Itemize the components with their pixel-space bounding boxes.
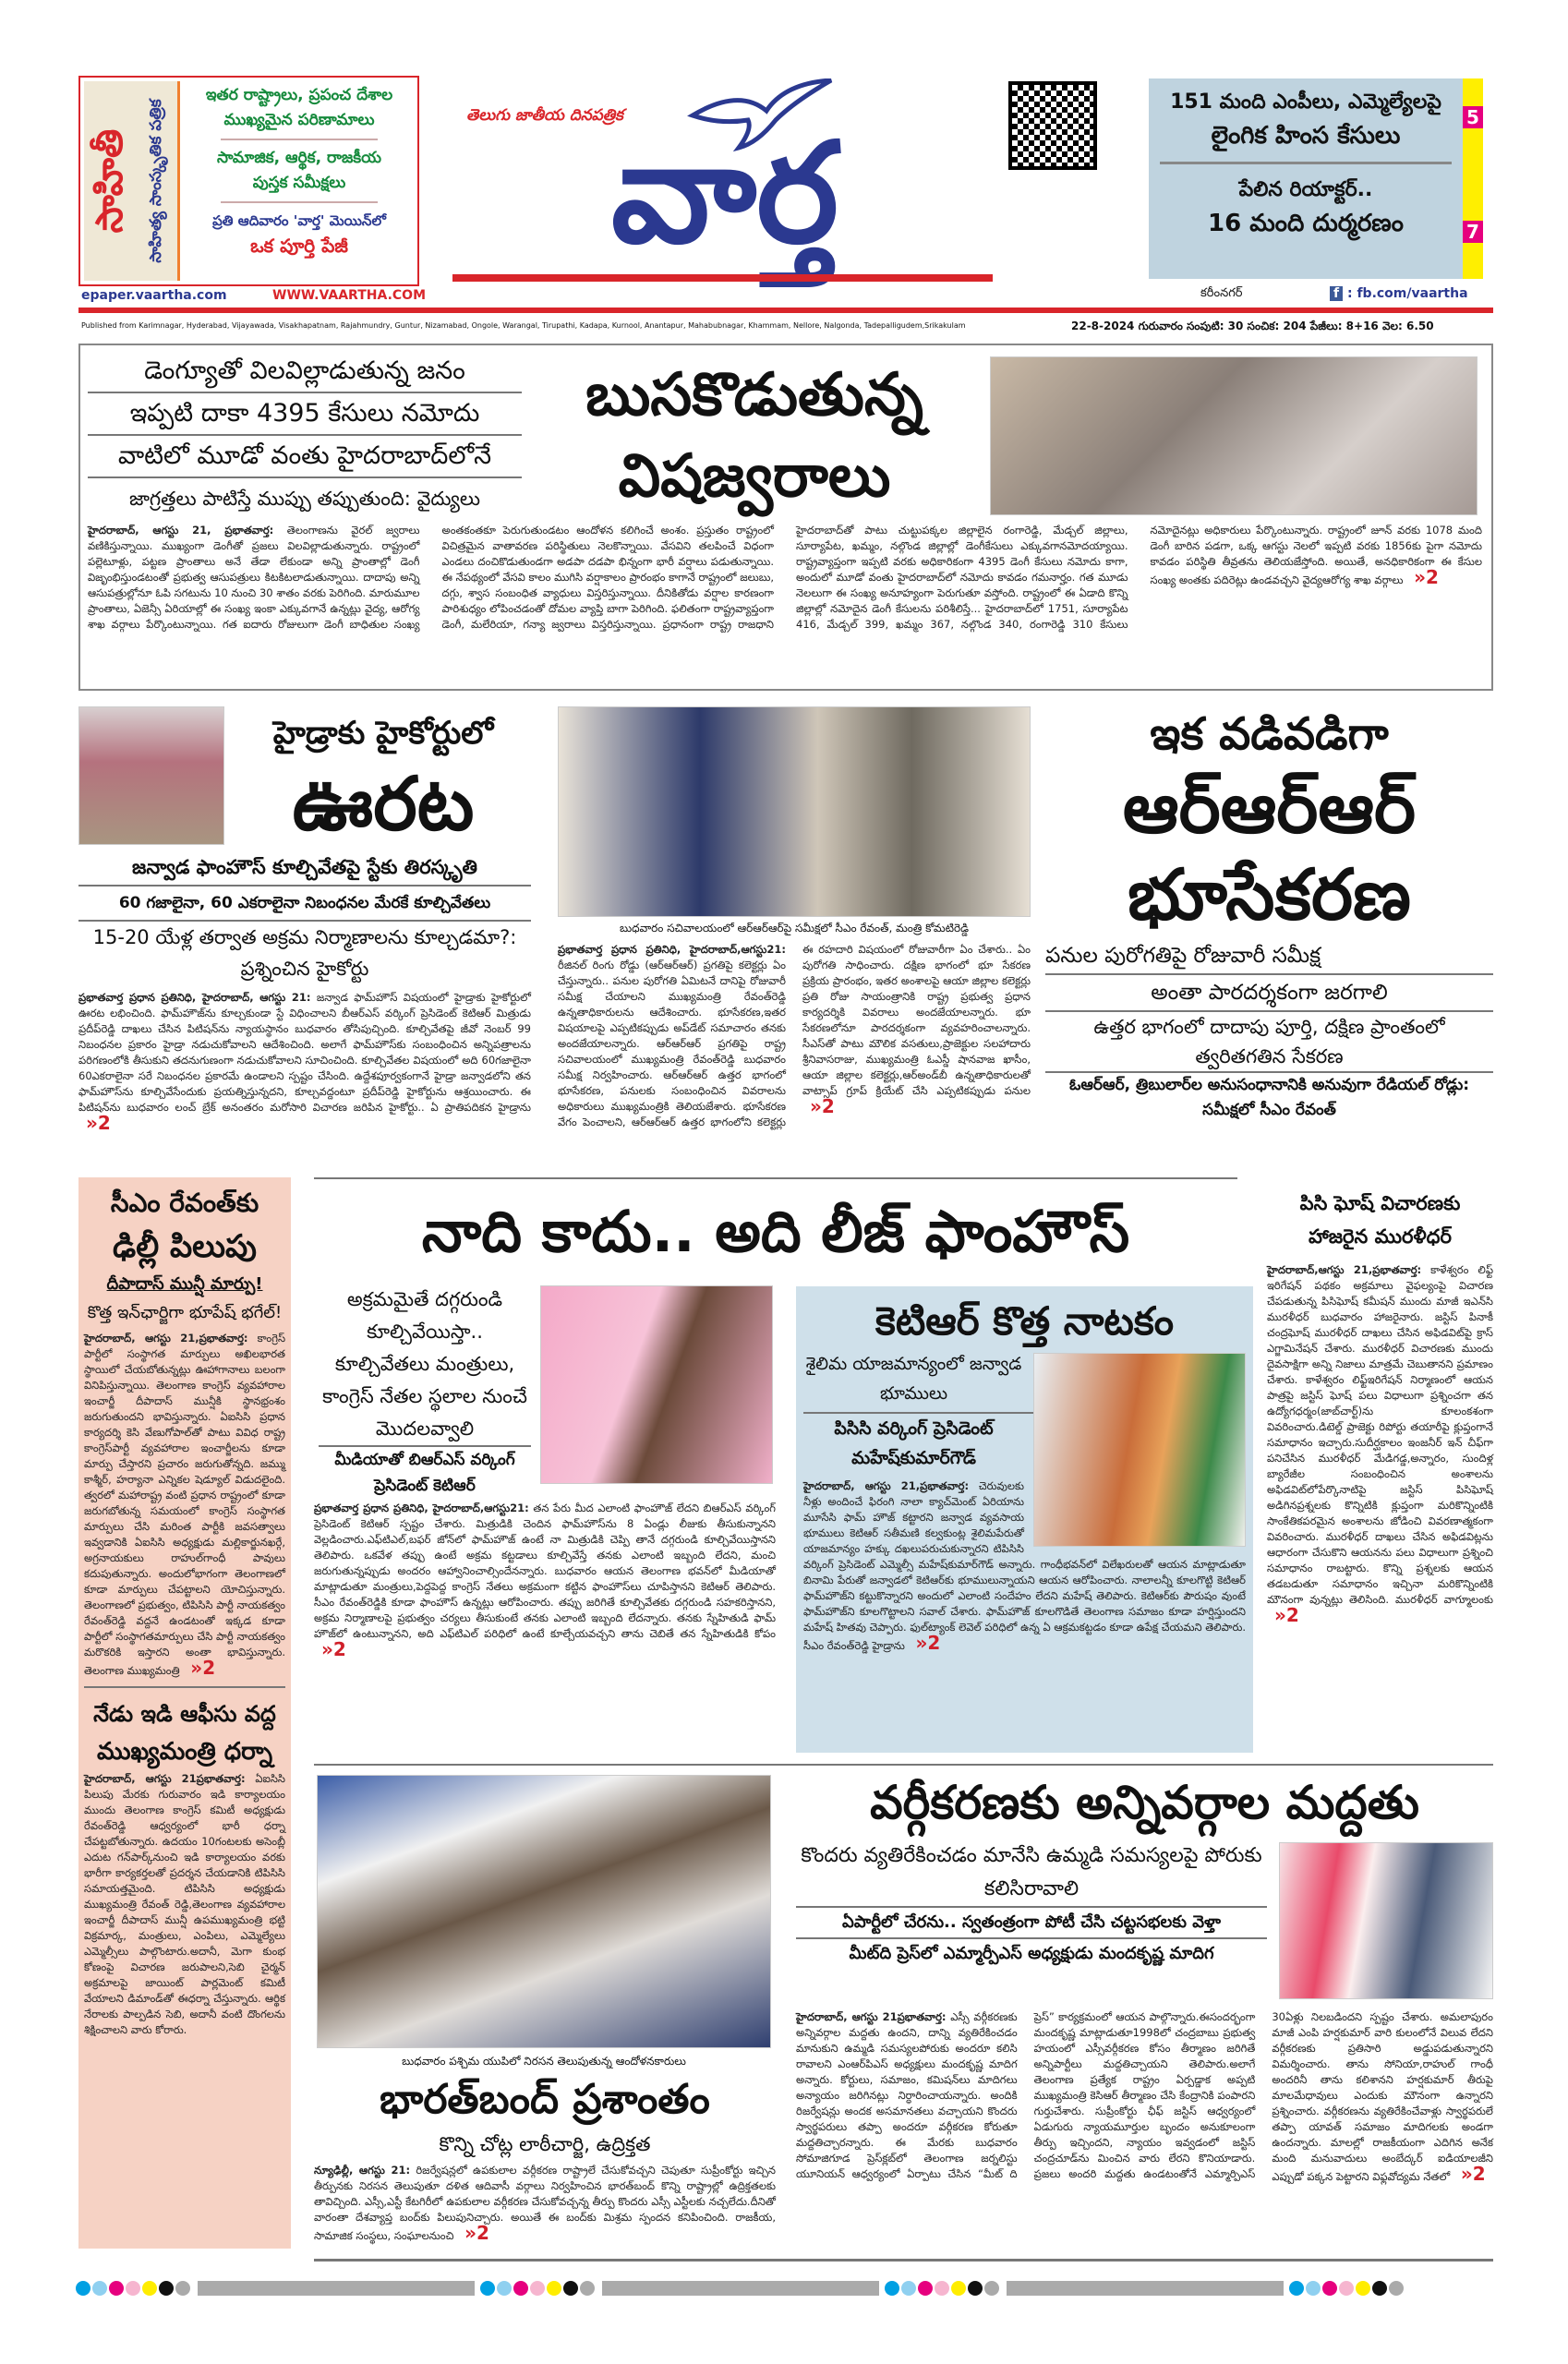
- story-dateline: హైదరాబాద్, ఆగస్టు 21, ప్రభాతవార్త:: [88, 524, 274, 537]
- subhead: ఏపార్టీలో చేరను.. స్వతంత్రంగా పోటీ చేసి చట్టసభలకు వెళ్తా: [796, 1908, 1267, 1939]
- headline: భూసేకరణ: [1128, 853, 1411, 935]
- website-link[interactable]: WWW.VAARTHA.COM: [272, 288, 426, 303]
- subhead: అంతా పారదర్శకంగా జరగాలి: [1045, 975, 1493, 1012]
- hospital-photo[interactable]: [990, 356, 1478, 515]
- kicker: హైడ్రాకు హైకోర్టులో: [272, 715, 494, 752]
- subhead: కొత్త ఇన్‌ఛార్జిగా భూపేష్ భగేల్!: [87, 1303, 283, 1322]
- story-body: ఫలితంగా రాష్ట్రవ్యాప్తంగా డెంగీ, మలేరియా, గన్యా జ్వరాలు విస్తరిస్తున్నాయి. ప్రధానంగా రాష్ట్ర రాజధాని హైదరాబాద్‌తో పాటు చుట్టుపక్కల జిల్లాలైన రంగారెడ్డి, మేడ్చల్ జిల్లాలు, సూర్యాపేట, ఖమ్మం, నల్గొండ జిల్లాల్లో డెంగీకేసులు ఎక్కువగానమోదయ్యాయి. రాష్ట్రవ్యాప్తంగా ఇప్పటి వరకు అధికారికంగా 4395 డెంగీ కేసులు నమోదు కాగా, అందులో మూడో వంతు హైదరాబాద్‌లో నమోదు కావడం గమనార్హం. గత మూడు నెలలుగా ఈ సంఖ్య అనూహ్యంగా పెరుగుతూ వస్తోంది. రాష్ట్రంలో ఈ: [441, 524, 1128, 631]
- headline: ఆర్ఆర్ఆర్: [1122, 766, 1417, 849]
- rrr-review-photo[interactable]: [558, 706, 1031, 917]
- subhead: ఇప్పటి దాకా 4395 కేసులు నమోదు: [88, 393, 522, 436]
- ktr-photo[interactable]: [540, 1285, 773, 1484]
- qr-code[interactable]: [1008, 81, 1097, 170]
- photo-caption: బుధవారం పశ్చిమ యుపిలో నిరసన తెలుపుతున్న ఆందోళనకారులు: [402, 2055, 686, 2068]
- main-headline: బుసకొడుతున్న: [585, 361, 923, 429]
- facebook-url: fb.com/vaartha: [1357, 286, 1468, 301]
- attribution: మీడియాతో బిఆర్ఎస్ వర్కింగ్ ప్రెసిడెంట్ కెటిఆర్: [334, 1451, 515, 1495]
- story-body: ఎస్సీ వర్గీకరణకు అన్నివర్గాల మద్దతు ఉందని, దాన్ని వ్యతిరేకించడం మానుకుని ఉమ్మడి సమస్యలపోరుకు అందరూ కలిసి రావాలని ఎంఆర్‌పిఎస్ అధ్యక్షులు మందకృష్ణ మాదిగ అన్నారు. కోర్టులు, సమాజం, కమిషన్‌లు మాదిగలు అన్యాయం జరిగినట్లు నిర్ధారించాయన్నారు. అందికి రిజర్వేషన్లు అందక అసమానతలు వచ్చాయని కొందరు స్వార్థపరులు తప్పా అందరూ వర్గీకరణ కోరుతూ మద్దతిచ్చారన్నారు. ఈ మేరకు బుధవారం సోమాజిగూడ ప్రెస్‌క్లబ్‌లో తెలంగాణ జర్నలిస్టు యూనియన్ ఆధ్వర్యంలో ఏర్పాటు చేసిన “మీట్ ది ప్రెస్” కార్యక్రమంలో ఆయన పాల్గొన్నారు.ఈసందర్భంగా మందకృష్ణ మాట్లాడుతూ1998లో చంద్రబాబు ప్రభుత్వ హయంలో ఎస్సీవర్గీకరణ కోసం తీర్మాణం జరిగితే అన్నిపార్టీలు మద్దతిచ్చాయని తెలిపారు.అలాగే తెలంగాణ ప్రత్యేక రాష్ట్రం ఏర్పడ్డాక అప్పటి ముఖ్యమంత్రి కెసిఆర్ తీర్మాణం చేసి కేంద్రానికి పంపారని గుర్తుచేశారు. సుప్రీంకోర్టు ఛీఫ్ జస్టిస్ ఆధ్వర్యంలో ఏడుగురు న్యాయమూర్తుల బృందం: [796, 2010, 1256, 2180]
- subhead: ఓఆర్ఆర్, త్రిబులార్‌ల అనుసంధానానికి అనువుగా రేడియల్ రోడ్లు: సమీక్షలో సీఎం రేవంత్: [1068, 1076, 1470, 1119]
- main-headline: నాది కాదు.. అది లీజ్ ఫాంహౌస్: [421, 1198, 1130, 1265]
- supplement-subtitle: సాహిత్య సాంస్కృతిక పత్రిక: [147, 99, 165, 263]
- mahesh-kumar-goud-photo[interactable]: [1033, 1353, 1246, 1547]
- teaser-page-number[interactable]: 5: [1463, 106, 1483, 128]
- headline: నేడు ఇడి ఆఫీసు వద్ద: [93, 1701, 276, 1727]
- continued-link[interactable]: »2: [321, 1638, 346, 1660]
- headline: పిసి ఘోష్ విచారణకు: [1299, 1192, 1461, 1214]
- subhead: పిసిసి వర్కింగ్ ప్రెసిడెంట్ మహేష్‌కుమార్‌గౌడ్: [834, 1418, 994, 1468]
- story-dateline: ప్రభాతవార్త ప్రధాన ప్రతినిధి, హైదరాబాద్,ఆగస్టు21:: [314, 1502, 529, 1514]
- bharat-bandh-photo[interactable]: [317, 1775, 771, 2048]
- subhead: కొన్ని చోట్ల లాఠీచార్జి, ఉద్రిక్తత: [439, 2133, 651, 2155]
- supplement-ad-box[interactable]: [78, 76, 419, 286]
- logo[interactable]: [452, 78, 1007, 291]
- teaser-page-strip: [1463, 78, 1483, 279]
- quote: అక్రమమైతే దగ్గరుండి కూల్చివేయిస్తా..: [346, 1288, 503, 1343]
- dengue-story: [78, 344, 1493, 691]
- subhead: 60 గజాలైనా, 60 ఎకరాలైనా నిబంధనల మేరకే కూల్చివేతలు: [78, 886, 531, 922]
- kicker: ఇక వడివడిగా: [1150, 708, 1389, 760]
- continued-link[interactable]: »2: [1460, 2163, 1486, 2185]
- quote: కూల్చివేతలు మంత్రులు, కాంగ్రెస్ నేతల స్థలాల నుంచే మొదలవ్వాలి: [319, 1348, 531, 1447]
- ad-line: పుస్తక సమీక్షలు: [252, 174, 346, 192]
- tagline: తెలుగు జాతీయ దినపత్రిక: [466, 106, 623, 125]
- high-court-photo[interactable]: [78, 706, 224, 845]
- story-dateline: హైదరాబాద్,ఆగస్టు 21,ప్రభాతవార్త:: [1267, 1263, 1422, 1276]
- ad-highlight: ఒక పూర్తి పేజీ: [250, 235, 348, 257]
- story-dateline: హైదరాబాద్, ఆగస్టు 21ప్రభాతవార్త:: [84, 1772, 246, 1785]
- color-registration-bar: [76, 2281, 1498, 2299]
- subhead: జన్వాడ ఫాంహౌస్ కూల్చివేతపై స్టేకు తిరస్కృతి: [78, 850, 531, 886]
- continued-link[interactable]: »2: [810, 1095, 835, 1117]
- edition-label: కరీంనగర్: [1200, 286, 1243, 300]
- headline: భారత్‌బంద్ ప్రశాంతం: [380, 2076, 710, 2123]
- ad-line: ప్రతి ఆదివారం 'వార్త' మెయిన్‌లో: [212, 212, 386, 229]
- story-body: కాళేశ్వరం లిఫ్ట్ ఇరిగేషన్ పథకం అక్రమాలు వైఫల్యంపై విచారణ చేపడుతున్న పిసిఘోష్ కమీషన్ ముందు మాజీ ఇఎన్‌సి మురళీధర్ బుధవారం హాజరైనారు. జస్టిస్ పినాకీ చంద్రఘోష్ మురళీధర్ దాఖలు చేసిన అఫిడవిట్‌పై క్రాస్ ఎగ్జామినేషన్ చేశారు. మురళీధర్ విచారణకు ముందు దైవసాక్షిగా అన్ని నిజాలు మాత్రమే చెబుతానని ప్రమాణం చేశారు. కాళేశ్వరం లిఫ్ట్‌ఇరిగేషన్ నిర్మాణంలో ఆయన పాత్రపై జస్టిస్ ఘోష్ పలు విధాలుగా ప్రశ్నించగా తన ఉద్యోగధర్మం(జాబ్‌చార్ట్)ను కూలంకశంగా వివరించారు.డిటెల్డ్ ప్రాజెక్టు రిపోర్టు తయారీపై క్లుప్తంగానే సమాధానం ఇచ్చారు.సుదీర్ఘకాలం ఇంజనీర్ ఇన్ చీఫ్‌గా పనిచేసిన మురళీధర్ మేడిగడ్డ,అన్నారం, సుందిళ్ల బ్యారేజీల సంబంధించిన అంశాలను అఫిడవిట్‌లోపేర్కొనాటిపై జస్టిస్ పిసిఘోష్ అడిగినప్రశ్నలకు కొన్నిటికి క్లుప్తంగా మరికొన్నింటికి సాంకేతికపరమైన అంశాలను జోడించి వివరణాత్మకంగా వివరించారు. మురళీధర్ దాఖలు చేసిన అఫిడవిట్లను ఆధారంగా చేసుకొని ఆయనను పలు విధాలుగా ప్రశ్నించి సమాధానం రాబట్టారు. కొన్ని ప్రశ్నలకు ఆయన తడబడుతూ సమాధానం ఇచ్చినా మరికొన్నింటికి మౌనంగా వున్నట్లు తెలిసింది. మురళీధర్ వాగ్మూలంకు: [1267, 1263, 1493, 1606]
- facebook-icon: f: [1330, 286, 1343, 301]
- subhead: ఉత్తర భాగంలో దాదాపు పూర్తి, దక్షిణ ప్రాంతంలో త్వరితగతిన సేకరణ: [1045, 1012, 1493, 1073]
- story-dateline: ప్రభాతవార్త ప్రధాన ప్రతినిధి, హైదరాబాద్,ఆగస్టు21:: [558, 943, 786, 956]
- continued-link[interactable]: »2: [915, 1632, 941, 1654]
- published-from: Published from Karimnagar, Hyderabad, Vijayawada, Visakhapatnam, Rajahmundry, Guntur, Nizamabad, Ongole, Warangal, Tirupathi, Kadapa, Kurnool, Anantapur, Mahabubnagar, Khammam, Nellore, Nalgonda, Tadepalligudem,Srikakulam: [81, 321, 966, 330]
- story-body: ఏఐసిసి పిలుపు మేరకు గురువారం ఇడి కార్యాలయం ముందు తెలంగాణ కాంగ్రెస్ కమిటీ అధ్యక్షుడు రేవంత్‌రెడ్డి ఆధ్వర్యంలో భారీ ధర్నా చేపట్టబోతున్నారు. ఉదయం 10గంటలకు అసెంబ్లీ ఎదుట గన్‌పార్క్‌నుంచి ఇడి కార్యాలయం వరకు భారీగా కార్యకర్తలతో ప్రదర్శన చేయడానికి టిపిసిసి సమాయత్తమైంది. టిపిసిసి అధ్యక్షుడు ముఖ్యమంత్రి రేవంత్ రెడ్డి,తెలంగాణ వ్యవహారాల ఇంచార్జీ దీపాదాస్ మున్షీ ఉపముఖ్యమంత్రి భట్టి విక్రమార్క, మంత్రులు, ఎంపిలు, ఎమ్మెల్యేలు ఎమ్మెల్సీలు పాల్గొంటారు.అదానీ, మెగా కుంభ కోణంపై విచారణ జరుపాలని,సెబి చైర్మన్ అక్రమాలపై జాయింట్ పార్లమెంట్ కమిటీ వేయాలని డిమాండ్‌తో ఈధర్నా చేస్తున్నారు. ఆర్థిక నేరాలకు పాల్పడిన సెబి, అదానీ వంటి దొంగలను శిక్షించాలని వారు కోరారు.: [84, 1772, 285, 2036]
- pcc-box: [796, 1286, 1253, 1753]
- masthead-red-rule: [78, 308, 1493, 313]
- subhead: 15-20 యేళ్ల తర్వాత అక్రమ నిర్మాణాలను కూల్చడమా?: ప్రశ్నించిన హైకోర్టు: [92, 926, 517, 980]
- headline: కెటిఆర్ కొత్త నాటకం: [874, 1298, 1175, 1344]
- teaser-line: 151 మంది ఎంపీలు, ఎమ్మెల్యేలపై: [1170, 90, 1441, 114]
- subhead: వాటిలో మూడో వంతు హైదరాబాద్‌లోనే: [88, 436, 522, 478]
- subhead: దీపాదాస్ మున్షీ మార్పు!: [106, 1274, 263, 1294]
- headline: వర్గీకరణకు అన్నివర్గాల మద్దతు: [870, 1776, 1419, 1829]
- teaser-page-number[interactable]: 7: [1463, 221, 1483, 243]
- manda-krishna-photo[interactable]: [1279, 1842, 1493, 1999]
- dateline-issue: 22-8-2024 గురువారం సంపుటి: 30 సంచిక: 204 పేజీలు: 8+16 వెల: 6.50: [1071, 320, 1434, 332]
- story-body: జన్వాడ ఫామ్‌హౌస్ విషయంలో హైడ్రాకు హైకోర్టులో ఊరట లభించింది. ఫామ్‌హౌజ్‌ను కూల్చకుండా స్టే విధించాలని బీఆర్ఎస్ వర్కింగ్ ప్రెసిడెంట్ కెటిఆర్ మిత్రుడు ప్రదీప్‌రెడ్డి దాఖలు చేసిన పిటిషన్‌ను న్యాయస్థానం బుధవారం తోసిపుచ్చింది. కూల్చివేతపై జీవో నెంబర్ 99 నిబంధనల ప్రకారం హైడ్రా నడుచుకోవాలని ఆదేశించింది. అలాగే ఫామ్‌హౌస్‌కు సంబంధించిన అన్నిపత్రాలను పరిగణంలోకి తీసుకుని తదనుగుణంగా నడుచుకోవాలని సూచించింది. కూల్చివేతల విషయంలో అది 60గజాలైనా 60ఎకరాలైనా సరే నిబంధనల ప్రకారమే ఉండాలని స్పష్టం చేసింది. ఉద్దేశపూర్వకంగానే హైడ్రా జన్వాడలోని తన ఫామ్‌హౌస్‌ను కూల్చివేసేందుకు ప్రయత్నిస్తున్నదని, కూల్చవద్దంటూ ప్రదీప్‌రెడ్డి హైకోర్టును ఆశ్రయించారు. ఈ పిటిషన్‌ను బుధవారం లంచ్ బ్రేక్ అనంతరం మరోసారి విచారణ జరిపిన హైకోర్టు.. ఏ ప్రాతిపదికన హైడ్రాను: [78, 991, 531, 1114]
- story-body: కాంగ్రెస్ పార్టీలో సంస్థాగత మార్పులు అఖిలభారత స్థాయిలో చేయబోతున్నట్లు ఊహాగానాలు బలంగా వినిపిస్తున్నాయి. తెలంగాణ కాంగ్రెస్ వ్యవహారాల ఇంచార్జీ దీపాదాస్ మున్షీకి స్థానభ్రంశం జరుగుతుందని భావిస్తున్నారు. ఏఐసిసి ప్రధాన కార్యదర్శి కెసి వేణుగోపాల్‌తో పాటు వివిధ రాష్ట్ర కాంగ్రెస్‌పార్టీ వ్యవహారాల ఇంచార్జీలను కూడా మార్పు చేస్తారని ప్రచారం జరుగుతోన్నది. జమ్ము కాశ్మీర్, హర్యానా ఎన్నికల షెడ్యూల్ విడుదలైంది. త్వరలో మహారాష్ట్ర వంటి ప్రధాన రాష్ట్రంలో కూడా జరుగబోతున్న సమయంలో కాంగ్రెస్ సంస్థాగత మార్పులు చేసి మరింత పార్టీకి జవసత్వాలు ఇవ్వడానికి ఏఐసిసి అధ్యక్షుడు మల్లికార్జునఖర్గే, అగ్రనాయకులు రాహుల్‌గాంధీ పావులు కదుపుతున్నారు. అందులోభాగంగా తెలంగాణలో కూడా మార్పులు చేపట్టాలని యోచిస్తున్నారు. తెలంగాణలో ప్రభుత్వం, టిపిసిసి పార్టీ నాయకత్వం రేవంత్‌రెడ్డి వద్దనే ఉండటంతో ఇక్కడ కూడా పార్టీలో సంస్థాగతమార్పులు చేసి పార్టీ నాయకత్వం మరొకరికి ఇస్తారని అంతా భావిస్తున్నారు. తెలంగాణ ముఖ్యమంత్రి: [84, 1332, 286, 1677]
- story-body: రిజర్వేషన్లలో ఉపకులాల వర్గీకరణ రాష్ట్రాలే చేసుకోవచ్చని చెపుతూ సుప్రీంకోర్టు ఇచ్చిన తీర్పునకు నిరసన తెలుపుతూ దళిత ఆదివాసీ వర్గాలు నిర్వహించిన భారత్‌బంద్ కొన్ని రాష్ట్రాల్లో ఉద్రిక్తతలకు తావిచ్చింది. ఎస్సీ,ఎస్టీ కేటగిరీలో ఉపకులాల వర్గీకరణ చేసుకోవచ్చన్న తీర్పు కొందరు ఎస్సీ ఎస్టీలకు నచ్చలేదు.దీనితో వారంతా దేశవ్యాప్త బంద్‌కు పిలుపునిచ్చారు. అయితే ఈ బంద్‌కు మిశ్రమ స్పందన కనిపించింది. రాజకీయ, సామాజిక సంస్థలు, సంఘాలనుంచి: [314, 2164, 777, 2242]
- teaser-line: లైంగిక హింస కేసులు: [1211, 122, 1401, 150]
- supplement-title: సాహితీ: [89, 128, 131, 234]
- subhead: శైలిమ యాజమాన్యంలో జన్వాడ భూములు: [803, 1349, 1246, 1414]
- main-headline: విషజ్వరాలు: [618, 442, 891, 511]
- ad-line: సామాజిక, ఆర్థిక, రాజకీయ: [216, 149, 382, 167]
- story-body: ఉత్తర భాగంలోని కలెక్టర్లు ఈ రహదారి విషయంలో రోజువారీగా ఏం చేశారు.. ఏం పురోగతి సాధించారు. దక్షిణ భాగంలో భూ సేకరణ ప్రక్రియ ప్రారంభం, ఇతర అంశాలపై ఆయా జిల్లాల కలెక్టర్లు ప్రతి రోజు సాయంత్రానికి రాష్ట్ర ప్రభుత్వ ప్రధాన కార్యదర్శికి వివరాలు అందజేయాలన్నారు. భూ సేకరణలోనూ పారదర్శకంగా వ్యవహరించాలన్నారు. సీఎస్‌తో పాటు మౌలిక వసతులు,ప్రాజెక్టుల సలహాదారు శ్రీనివాసరాజు, ముఖ్యమంత్రి ఓఎస్డీ షానవాజ ఖాసీం, ఆయా జిల్లాల కలెక్టర్లు,ఆర్అండ్‌బీ ఉన్నతాధికారులతో వాట్సాప్ గ్రూప్ క్రియేట్ చేసి ఎప్పటికప్పుడు పనుల: [681, 943, 1031, 1128]
- subhead: జాగ్రత్తలు పాటిస్తే ముప్పు తప్పుతుంది: వైద్యులు: [128, 488, 481, 510]
- story-body: చెరువులకు నీళ్లు అందించే ఫిరంగి నాలా క్యాచ్‌మెంట్ ఏరియాను మూసేసి ఫామ్ హౌజ్ కట్టారని జన్వాడ వ్యవసాయ భూములు కెటిఆర్ సతీమణి కల్వకుంట్ల శైలిమపేరుతో యాజమాన్యం హక్కు దఖలుపరుచుకున్నారని టిపిసిసి వర్కింగ్ ప్రెసిడెంట్ ఎమ్మెల్సీ మహేష్‌కుమార్‌గౌడ్ అన్నారు. గాంధీభవన్‌లో విలేఖరులతో ఆయన మాట్లాడుతూ బినామి పేరుతో జన్వాడలో కెటిఆర్‌కు భూములున్నాయని ఆయన ఆరోపించారు. నాలాలన్నీ కూలగొట్టి కెటిఆర్ ఫామ్‌హౌజ్‌ని కట్టుకొన్నారని అందులో ఎలాంటి సందేహం లేదని మహేష్ తెలిపారు. కెటిఆర్‌కు పౌరుషం వుంటే ఫామ్‌హౌజ్‌ని కూలగొట్టాలని సవాల్ చేశారు. ఫామ్‌హౌజ్ కూలగొడితే తెలంగాణ సమాజం కూడా హర్షిస్తుందని మహేష్ హితవు చెప్పారు. ఫుల్‌ట్యాంక్ లెవెల్ పరిధిలో ఉన్న ఏ ఆక్రమకట్టడం కూడా ఉపేక్ష చేయమని తెలిపారు. సీఎం రేవంత్‌రెడ్డి హైడ్రాను: [803, 1479, 1246, 1652]
- teaser-line: 16 మంది దుర్మరణం: [1208, 210, 1404, 237]
- continued-link[interactable]: »2: [1414, 566, 1439, 588]
- facebook-link[interactable]: f : fb.com/vaartha: [1330, 286, 1468, 301]
- headline: హాజరైన మురళీధర్: [1309, 1225, 1452, 1248]
- ad-line: ముఖ్యమైన పరిణామాలు: [223, 111, 375, 129]
- headline: ముఖ్యమంత్రి ధర్నా: [96, 1738, 273, 1766]
- continued-link[interactable]: »2: [86, 1112, 111, 1134]
- teaser-line: పేలిన రియాక్టర్..: [1238, 178, 1373, 201]
- subhead: పనుల పురోగతిపై రోజువారీ సమీక్ష: [1045, 938, 1493, 975]
- teaser-box[interactable]: [1149, 78, 1463, 279]
- ad-line: ఇతర రాష్ట్రాలు, ప్రపంచ దేశాల: [205, 86, 393, 104]
- headline: ఊరట: [292, 761, 475, 847]
- story-body: తన పేరు మీద ఎలాంటి ఫాంహౌజ్ లేదని బిఆర్ఎస్ వర్కింగ్ ప్రెసిడెంట్ కెటిఆర్ స్పష్టం చేశారు. మిత్రుడికి చెందిన ఫామ్‌హౌస్‌ను 8 ఏండ్లు లీజుకు తీసుకున్నానని వెల్లడించారు.ఎఫ్‌టిఎల్,బఫర్ జోన్‌లో ఫామ్‌హౌజ్ ఉంటే నా మిత్రుడికి చెప్పి తానే దగ్గరుండి కూల్చివేయిస్తానని తెలిపారు. ఒకవేళ తప్పు ఉంటే అక్రమ కట్టడాలు కూల్చివేస్తే తనకు ఎలాంటి ఇబ్బంది లేదని, మంచి జరుగుతున్నప్పుడు అందరం ఆహ్వానించాల్సిందేనన్నారు. బుధవారం ఆయన తెలంగాణ భవన్‌లో మీడియాతో మాట్లాడుతూ మంత్రులు,పెద్దపెద్ద కాంగ్రెస్ నేతలు అక్రమంగా కట్టిన ఫాంహౌస్‌లు చూపిస్తానని కెటిఆర్ తెలిపారు. సీఎం రేవంత్‌రెడ్డికి కూడా ఫాంహౌస్ ఉన్నట్లు ఆరోపించారు. తప్పు జరిగితే కూల్చివేతకు దగ్గరుండి సహకరిస్తానని, అక్రమ నిర్మాణాలపై ప్రభుత్వం చర్యలు తీసుకుంటే తనకు ఎలాంటి ఇబ్బంది లేదన్నారు. తనకు స్నేహితుడి ఫామ్ హౌజ్‌లో ఉంటున్నానని, అది ఎఫ్‌టిఎల్ పరిధిలో ఉంటే కూల్చేయవచ్చని తాను చెబితే తన స్నేహితుడికి కోపం: [314, 1502, 776, 1640]
- headline: ఢిల్లీ పిలుపు: [113, 1228, 257, 1265]
- headline: సీఎం రేవంత్‌కు: [110, 1188, 259, 1218]
- continued-link[interactable]: »2: [1274, 1604, 1299, 1626]
- photo-caption: బుధవారం సచివాలయంలో ఆర్ఆర్ఆర్‌పై సమీక్షలో సీఎం రేవంత్, మంత్రి కోమటిరెడ్డి: [619, 922, 969, 935]
- logo-wordmark: వార్త: [610, 114, 839, 274]
- story-dateline: ప్రభాతవార్త ప్రధాన ప్రతినిధి, హైదరాబాద్, ఆగస్టు 21:: [78, 991, 311, 1004]
- story-body: రీజినల్ రింగు రోడ్డు (ఆర్ఆర్ఆర్) ప్రగతిపై కలెక్టర్లు ఏం చేస్తున్నారు.. పనుల పురోగతి ఏమిటనే దానిపై రోజువారీ సమీక్ష చేయాలని ముఖ్యమంత్రి రేవంత్‌రెడ్డి ఉన్నతాధికారులను ఆదేశించారు. భూసేకరణ,ఇతర విషయాలపై ఎప్పటికప్పుడు అప్‌డేట్ సమాచారం తనకు అందజేయాలన్నారు. ఆర్ఆర్ఆర్ ప్రగతిపై రాష్ట్ర సచివాలయంలో ముఖ్యమంత్రి రేవంత్‌రెడ్డి బుధవారం సమీక్ష నిర్వహించారు. ఆర్ఆర్ఆర్ ఉత్తర భాగంలో భూసేకరణ, పనులకు సంబంధించిన వివరాలను అధికారులు ముఖ్యమంత్రికి తెలియజేశారు. భూసేకరణ వేగం పెంచాలని, ఆర్ఆర్ఆర్: [558, 959, 786, 1128]
- story-body: ఏడాది కొన్ని జిల్లాల్లో నమోదైన డెంగీ కేసులను పరిశీలిస్తే... హైదరాబాద్‌లో 1751, సూర్యాపేట 416, మేడ్చల్ 399, ఖమ్మం 367, నల్గొండ 340, రంగారెడ్డి 310 కేసులు నమోదైనట్లు అధికారులు పేర్కొంటున్నారు. రాష్ట్రంలో జూన్ వరకు 1078 మంది డెంగీ బారిన పడగా, ఒక్క ఆగస్టు నెలలో ఇప్పటి వరకు 1856కు పైగా నమోదు కావడం పరిస్థితి తీవ్రతను తెలియజేస్తోంది. అయితే, అనధికారికంగా ఈ కేసుల సంఖ్య అంతకు పదిరెట్లు ఉండవచ్చని వైద్యఆరోగ్య శాఖ వర్గాలు: [796, 524, 1482, 631]
- subhead: డెంగ్యూతో విలవిల్లాడుతున్న జనం: [88, 351, 522, 393]
- story-dateline: హైదరాబాద్, ఆగస్టు 21ప్రభాతవార్త:: [796, 2010, 947, 2023]
- subhead: కొందరు వ్యతిరేకించడం మానేసి ఉమ్మడి సమస్యలపై పోరుకు కలిసిరావాలి: [796, 1839, 1267, 1908]
- continued-link[interactable]: »2: [464, 2222, 489, 2244]
- continued-link[interactable]: »2: [190, 1657, 216, 1679]
- epaper-link[interactable]: epaper.vaartha.com: [81, 288, 227, 303]
- story-body: అనుకూలంగా తీర్పు ఇచ్చిందని, న్యాయం ఇవ్వడంలో జస్టిస్ చంద్రచూడ్‌ను మించిన వారు లేరని కొనియాడారు. ప్రజలు అందరి మద్దతు ఉండటంతోనే ఎమ్మార్పిఎస్ 30ఏళ్లు నిలబడిందని స్పష్టం చేశారు. అమలాపురం మాజీ ఎంపి హర్షకుమార్ వారి కులంలోనే విలువ లేదని వర్గీకరణకు ప్రతిసారి అడ్డుపడుతున్నారని విమర్శించారు. తాను సోనియా,రాహుల్ గాంధీ అందరినీ తాను కలిశానని హర్షకుమార్ తీరుపై మాలమేధావులు ఎందుకు మౌనంగా ఉన్నారని ప్రశ్నించారు. వర్గీకరణను వ్యతిరేకించేవాళ్లు స్వార్థపరులే తప్పా యావత్ సమాజం మాదిగలకు అండగా ఉందన్నారు. మాలల్లో రాజకీయంగా ఎదిగిన అనేక మంది మనువాదులు అంబేద్కర్ ఐడియాలజీని ఎప్పుడో పక్కన పెట్టారని విఫ్లవోద్యమ నేతలో: [1033, 2010, 1493, 2183]
- supplement-logo: [84, 81, 180, 281]
- subhead: మీట్‌ది ప్రెస్‌లో ఎమ్మార్పీఎస్ అధ్యక్షుడు మందకృష్ణ మాదిగ: [849, 1944, 1214, 1963]
- story-dateline: హైదరాబాద్, ఆగస్టు 21,ప్రభాతవార్త:: [803, 1479, 970, 1492]
- pink-sidebar: [78, 1177, 291, 2249]
- story-dateline: న్యూఢిల్లీ, ఆగస్టు 21:: [314, 2164, 411, 2177]
- story-body: తెలంగాణను వైరల్ జ్వరాలు వణికిస్తున్నాయి. ముఖ్యంగా డెంగీతో ప్రజలు విలవిల్లాడుతున్నారు. రాష్ట్రంలో పల్లెటూళ్లు, పట్టణ ప్రాంతాలు అనే తేడా లేకుండా అన్ని ప్రాంతాల్లో డెంగీ విజృంభిస్తుండటంతో ప్రభుత్వ ఆసుపత్రులు కిటకిటలాడుతున్నాయి. దాదాపు అన్ని ఆసుపత్రుల్లోనూ ఓపి సగటును 10 నుంచి 30 శాతం వరకు పెరిగింది. మారుమూల ప్రాంతాలు, ఏజెన్సీ ఏరియాల్లో ఈ సంఖ్య ఇంకా ఎక్కువగానే ఉన్నట్లు వైద్య, ఆరోగ్య శాఖ వర్గాలు పేర్కొంటున్నాయి. గత: [88, 524, 420, 631]
- story-dateline: హైదరాబాద్, ఆగస్టు 21,ప్రభాతవార్త:: [84, 1332, 248, 1345]
- story-body: ఐదారు రోజులుగా డెంగీ బాధితుల సంఖ్య అంతకంతకూ పెరుగుతుండటం ఆందోళన కలిగించే అంశం. ప్రస్తుతం రాష్ట్రంలో విచిత్రమైన వాతావరణ పరిస్థితులు నెలకొన్నాయి. వేసవిని తలపించే విధంగా ఎండలు దంచికొడుతుండగా అడపా దడపా భిన్నంగా భారీ వర్షాలు పడుతున్నాయి. ఈ నేపథ్యంలో వేసవి కాలం ముగిసి వర్షాకాలం ప్రారంభం కాగానే రాష్ట్రంలో జలుబు, దగ్గు, శ్వాస సంబంధిత వ్యాధులు విస్తరిస్తున్నాయి. దీనికితోడు వర్షాల కారణంగా పారిశుధ్యం లోపించడంతో దోమల వ్యాప్తి బాగా పెరిగింది.: [243, 524, 774, 631]
